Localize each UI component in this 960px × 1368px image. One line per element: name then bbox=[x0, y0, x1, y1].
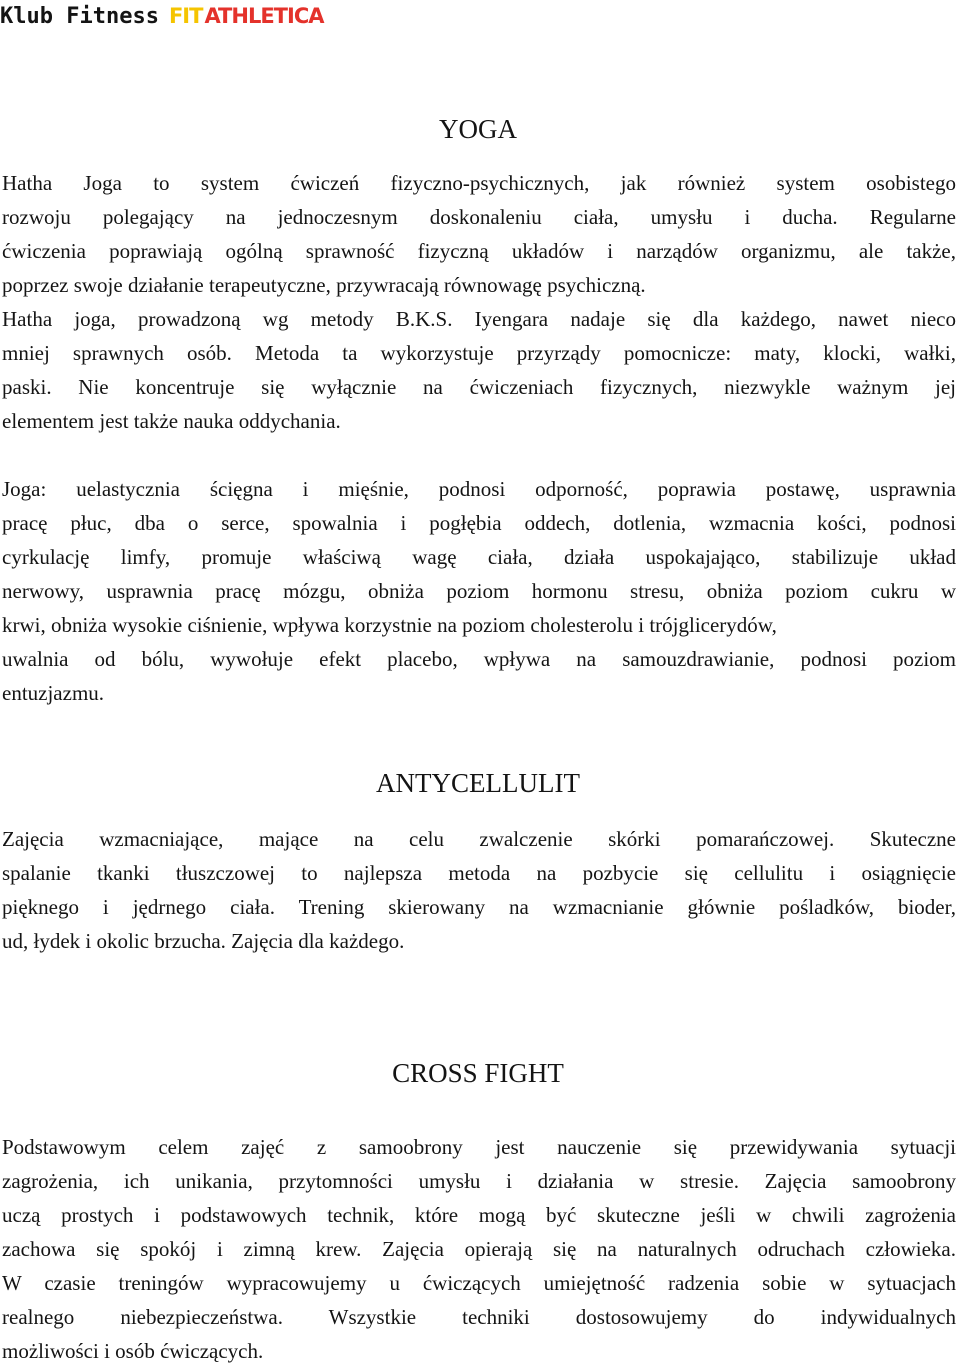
club-label: Klub Fitness bbox=[0, 3, 159, 29]
text-line: entuzjazmu. bbox=[2, 681, 105, 705]
text-line: paski. Nie koncentruje się wyłącznie na ćwiczeniach fizycznych, niezwykle ważnym jej bbox=[2, 375, 956, 399]
text-line: W czasie treningów wypracowujemy u ćwiczących umiejętność radzenia sobie w sytuacjach bbox=[2, 1271, 956, 1295]
text-line: Podstawowym celem zajęć z samoobrony jest nauczenie się przewidywania sytuacji bbox=[2, 1135, 956, 1159]
section-title-cross-fight: CROSS FIGHT bbox=[392, 1058, 564, 1088]
text-line: pracę płuc, dba o serce, spowalnia i pogłębia oddech, dotlenia, wzmacnia kości, podnosi bbox=[2, 511, 956, 535]
page-header bbox=[0, 0, 324, 32]
text-line: elementem jest także nauka oddychania. bbox=[2, 409, 341, 433]
brand-logo-athletica: ATHLETICA bbox=[204, 4, 324, 28]
text-line: Hatha Joga to system ćwiczeń fizyczno-psychicznych, jak również system osobistego bbox=[2, 171, 956, 195]
text-line: nerwowy, usprawnia pracę mózgu, obniża poziom hormonu stresu, obniża poziom cukru w bbox=[2, 579, 956, 603]
brand-logo-fit: FIT bbox=[168, 4, 203, 28]
text-line: ćwiczenia poprawiają ogólną sprawność fizyczną układów i narządów organizmu, ale także, bbox=[2, 239, 956, 263]
text-line: Joga: uelastycznia ścięgna i mięśnie, podnosi odporność, poprawia postawę, usprawnia bbox=[2, 477, 956, 501]
section-title-antycellulit: ANTYCELLULIT bbox=[376, 768, 580, 798]
section-title-yoga: YOGA bbox=[439, 114, 517, 144]
text-line: spalanie tkanki tłuszczowej to najlepsza metoda na pozbycie się cellulitu i osiągnięcie bbox=[2, 861, 956, 885]
text-line: ud, łydek i okolic brzucha. Zajęcia dla każdego. bbox=[2, 929, 405, 953]
cross-fight-paragraph bbox=[2, 1130, 956, 1368]
text-line: krwi, obniża wysokie ciśnienie, wpływa korzystnie na poziom cholesterolu i trójglicerydów, bbox=[2, 613, 777, 637]
text-line: poprzez swoje działanie terapeutyczne, przywracają równowagę psychiczną. bbox=[2, 273, 646, 297]
text-line: możliwości i osób ćwiczących. bbox=[2, 1339, 264, 1363]
text-line: rozwoju polegający na jednoczesnym doskonaleniu ciała, umysłu i ducha. Regularne bbox=[2, 205, 956, 229]
text-line: zagrożenia, ich unikania, przytomności umysłu i działania w stresie. Zajęcia samoobrony bbox=[2, 1169, 956, 1193]
text-line: pięknego i jędrnego ciała. Trening skierowany na wzmacnianie głównie pośladków, bioder, bbox=[2, 895, 956, 919]
text-line: cyrkulację limfy, promuje właściwą wagę ciała, działa uspokajająco, stabilizuje układ bbox=[2, 545, 956, 569]
yoga-paragraph-1 bbox=[2, 166, 956, 438]
text-line: realnego niebezpieczeństwa. Wszystkie techniki dostosowujemy do indywidualnych bbox=[2, 1305, 956, 1329]
antycellulit-paragraph bbox=[2, 822, 956, 958]
text-line: uczą prostych i podstawowych technik, które mogą być skuteczne jeśli w chwili zagrożenia bbox=[2, 1203, 956, 1227]
text-line: uwalnia od bólu, wywołuje efekt placebo, wpływa na samouzdrawianie, podnosi poziom bbox=[2, 647, 956, 671]
text-line: zachowa się spokój i zimną krew. Zajęcia opierają się na naturalnych odruchach człowieka. bbox=[2, 1237, 956, 1261]
text-line: Hatha joga, prowadzoną wg metody B.K.S. Iyengara nadaje się dla każdego, nawet nieco bbox=[2, 307, 956, 331]
text-line: mniej sprawnych osób. Metoda ta wykorzystuje przyrządy pomocnicze: maty, klocki, wałki, bbox=[2, 341, 956, 365]
yoga-paragraph-2 bbox=[2, 472, 956, 710]
text-line: Zajęcia wzmacniające, mające na celu zwalczenie skórki pomarańczowej. Skuteczne bbox=[2, 827, 956, 851]
